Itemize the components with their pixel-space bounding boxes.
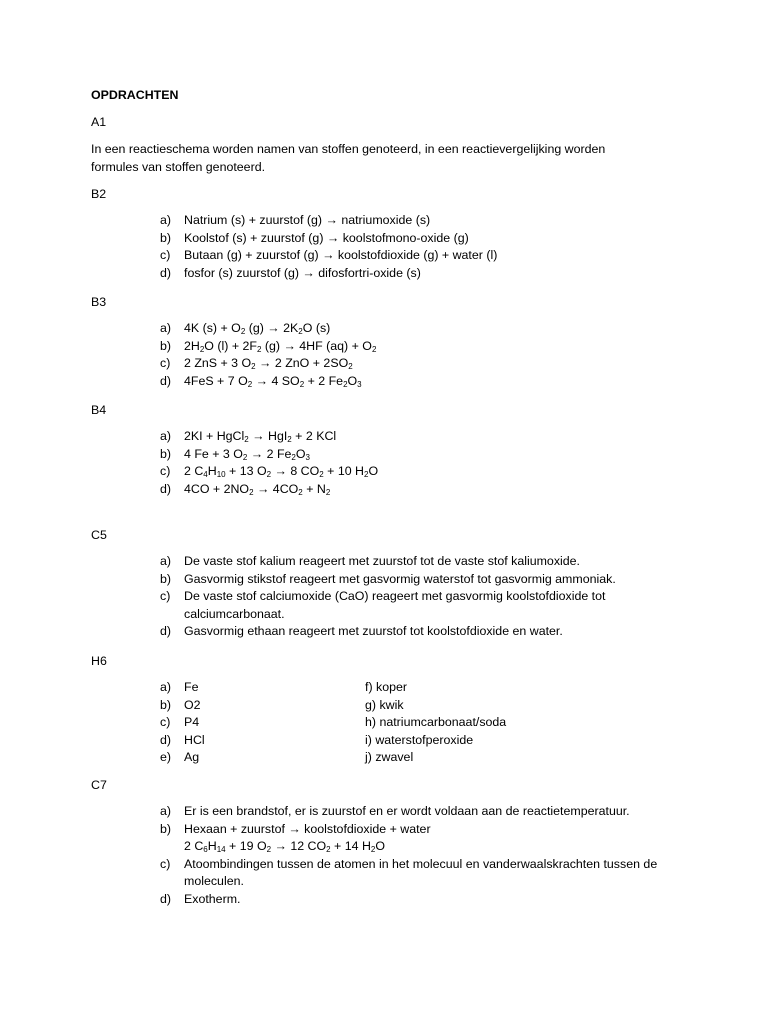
list-item [160, 553, 678, 571]
list-item [160, 230, 678, 248]
item-letter: b) [160, 821, 172, 836]
list-item [160, 821, 678, 856]
item-text: Er is een brandstof, er is zuurstof en er wordt voldaan aan de reactietemperatuur. [184, 804, 630, 818]
item-text: De vaste stof calciumoxide (CaO) reageert met gasvormig koolstofdioxide tot calciumcarbonaat. [184, 589, 606, 621]
item-text: Butaan (g) + zuurstof (g) → koolstofdioxide (g) + water (l) [184, 248, 498, 263]
list-item [160, 856, 678, 891]
section-label-h6: H6 [91, 654, 107, 668]
c5-answer-list [160, 553, 678, 641]
b4-equation-list [160, 428, 678, 498]
list-item [160, 481, 678, 499]
list-item [160, 749, 678, 767]
item-letter: d) [160, 265, 172, 280]
list-item [160, 212, 678, 230]
equation: 2 $C_6H_{14} + 19$ $O_2 \to 12$ $CO_2 + 14$ $H_2O$ [184, 839, 385, 855]
list-item [160, 320, 678, 338]
item-letter: b) [160, 446, 172, 461]
item-letter: c) [160, 589, 171, 604]
item-letter: a) [160, 680, 172, 694]
equation: 4FeS + 7 $O_2 \to 4$ $SO_2 + 2$ $Fe_2O_3$ [184, 373, 362, 389]
item-letter: d) [160, 481, 172, 496]
item-text [184, 821, 678, 856]
scheme-line: Hexaan + zuurstof → koolstofdioxide + water [184, 821, 431, 836]
c7-answer-list [160, 803, 678, 909]
list-item [160, 714, 678, 732]
list-item [160, 247, 678, 265]
item-letter: b) [160, 230, 172, 245]
a1-answer-line-1: In een reactieschema worden namen van stoffen genoteerd, in een reactievergelijking worden [91, 142, 606, 156]
item-letter: b) [160, 571, 172, 586]
item-text: HCl [184, 732, 205, 747]
list-item [160, 373, 678, 391]
item-letter: c) [160, 248, 171, 263]
equation: $4CO + 2NO_2 \to 4CO_2 + N_2$ [184, 481, 331, 497]
list-item [160, 588, 678, 623]
item-letter: c) [160, 464, 171, 479]
a1-answer [91, 140, 668, 176]
list-item [160, 623, 678, 641]
section-label-a1: A1 [91, 115, 107, 129]
item-text: Natrium (s) + zuurstof (g) → natriumoxide (s) [184, 213, 431, 227]
item-text: P4 [184, 715, 200, 730]
equation: 4K $(s) + O_2$ $(g) \to 2K_2O$ (s) [184, 321, 331, 336]
item-letter: d) [160, 373, 172, 388]
item-letter: d) [160, 624, 172, 639]
section-label-b4: B4 [91, 403, 107, 417]
list-item [160, 428, 678, 446]
list-item [160, 463, 678, 481]
item-right-text: i) waterstofperoxide [365, 732, 474, 747]
b2-answer-list [160, 212, 678, 282]
item-text: De vaste stof kalium reageert met zuurstof tot de vaste stof kaliumoxide. [184, 554, 580, 568]
item-text: Atoombindingen tussen de atomen in het molecuul en vanderwaalskrachten tussen de moleculen. [184, 856, 658, 889]
item-letter: d) [160, 732, 172, 747]
item-text: O2 [184, 697, 201, 712]
section-label-b3: B3 [91, 295, 107, 309]
item-text: Koolstof (s) + zuurstof (g) → koolstofmono-oxide (g) [184, 230, 469, 245]
item-letter: a) [160, 429, 172, 443]
item-text: Gasvormig ethaan reageert met zuurstof tot koolstofdioxide en water. [184, 624, 563, 639]
item-right-text: j) zwavel [365, 750, 414, 765]
b3-equation-list [160, 320, 678, 390]
list-item [160, 338, 678, 356]
item-text: Exotherm. [184, 891, 241, 906]
item-right-text: g) kwik [365, 697, 404, 712]
section-label-b2: B2 [91, 187, 107, 201]
page-title: OPDRACHTEN [91, 88, 179, 102]
h6-answer-list [160, 679, 678, 767]
list-item [160, 697, 678, 715]
item-right-text: h) natriumcarbonaat/soda [365, 715, 507, 730]
item-text: fosfor (s) zuurstof (g) → difosfortri-oxide (s) [184, 265, 421, 280]
list-item [160, 446, 678, 464]
item-text: Gasvormig stikstof reageert met gasvormig waterstof tot gasvormig ammoniak. [184, 571, 616, 586]
list-item [160, 891, 678, 909]
item-letter: c) [160, 356, 171, 371]
list-item [160, 571, 678, 589]
item-right-text: f) koper [365, 680, 408, 694]
item-text: Fe [184, 680, 199, 694]
item-letter: a) [160, 321, 172, 335]
item-letter: c) [160, 856, 171, 871]
item-text: Ag [184, 750, 200, 765]
section-label-c7: C7 [91, 778, 107, 792]
item-letter: d) [160, 891, 172, 906]
item-letter: a) [160, 804, 172, 818]
list-item [160, 732, 678, 750]
item-letter: e) [160, 750, 172, 765]
item-letter: c) [160, 715, 171, 730]
list-item [160, 679, 678, 697]
equation: $2H_2O$ $(l) + 2F_2$ (g) → 4HF $(aq) + O_2$ [184, 338, 377, 354]
equation: 2KI + HgCl$_2$ → HgI$_2$ + 2 KCl [184, 429, 337, 444]
item-letter: a) [160, 554, 172, 568]
equation: 4 Fe + 3 $O_2 \to 2$ $Fe_2O_3$ [184, 446, 310, 462]
equation: 2 $C_4H_{10} + 13$ $O_2 \to 8$ $CO_2 + 10$ $H_2O$ [184, 464, 379, 480]
item-letter: b) [160, 338, 172, 353]
item-letter: b) [160, 697, 172, 712]
section-label-c5: C5 [91, 528, 107, 542]
list-item [160, 803, 678, 821]
item-letter: a) [160, 213, 172, 227]
list-item [160, 355, 678, 373]
list-item [160, 265, 678, 283]
equation: 2 ZnS + 3 $O_2 \to 2$ ZnO + $2SO_2$ [184, 356, 353, 372]
a1-answer-line-2: formules van stoffen genoteerd. [91, 160, 266, 174]
